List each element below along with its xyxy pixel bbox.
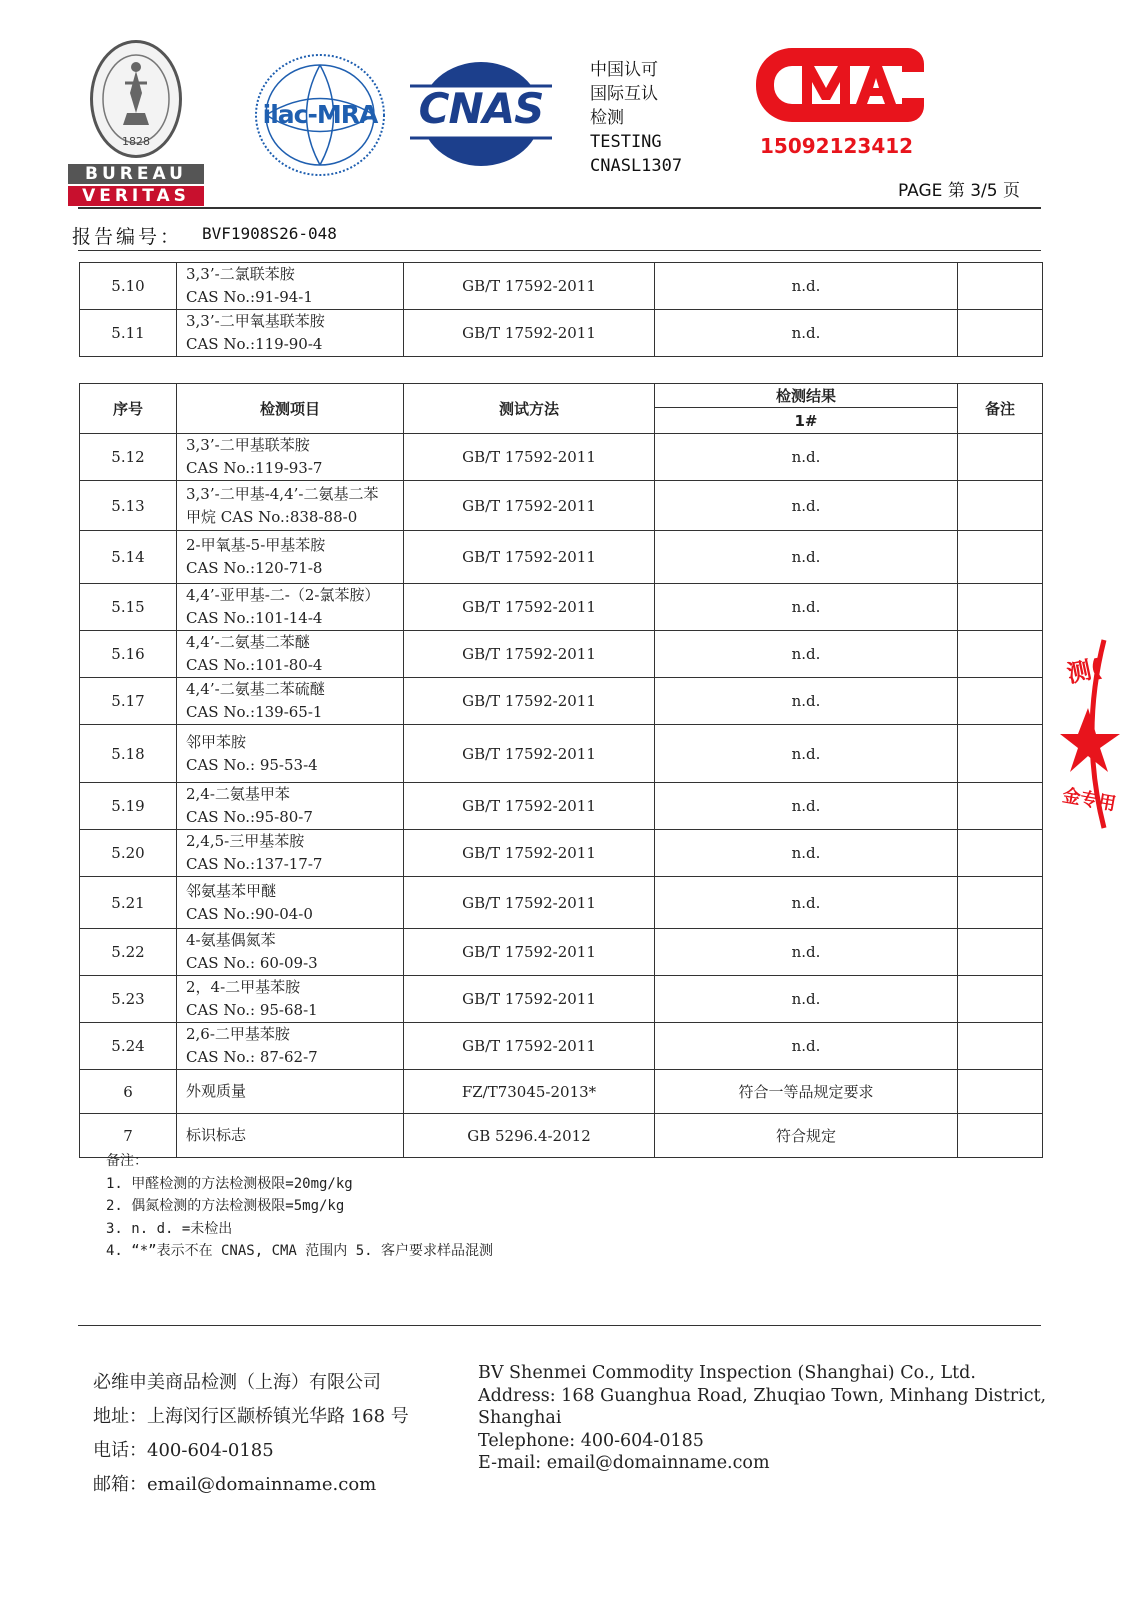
test-item: 4,4’-二氨基二苯硫醚 CAS No.:139-65-1 [177, 678, 404, 725]
row-number: 5.19 [80, 783, 177, 830]
test-item: 4,4’-二氨基二苯醚 CAS No.:101-80-4 [177, 631, 404, 678]
test-item: 3,3’-二甲基-4,4’-二氨基二苯 甲烷 CAS No.:838-88-0 [177, 481, 404, 531]
report-number-label: 报告编号： [72, 226, 183, 248]
test-method: GB/T 17592-2011 [404, 725, 655, 783]
row-number: 5.17 [80, 678, 177, 725]
test-method: GB/T 17592-2011 [404, 830, 655, 877]
test-item: 2,6-二甲基苯胺 CAS No.: 87-62-7 [177, 1023, 404, 1070]
test-item: 2,4,5-三甲基苯胺 CAS No.:137-17-7 [177, 830, 404, 877]
test-method: GB/T 17592-2011 [404, 263, 655, 310]
test-item: 3,3’-二甲基联苯胺 CAS No.:119-93-7 [177, 434, 404, 481]
row-number: 5.22 [80, 929, 177, 976]
header-remark: 备注 [958, 384, 1043, 434]
test-method: GB/T 17592-2011 [404, 531, 655, 584]
table-row [80, 1023, 1043, 1070]
test-method: GB/T 17592-2011 [404, 481, 655, 531]
row-number: 5.15 [80, 584, 177, 631]
table-row [80, 725, 1043, 783]
report-number: BVF1908S26-048 [202, 224, 337, 243]
notes-section [106, 1150, 493, 1263]
remark [958, 1114, 1043, 1158]
table-row [80, 1070, 1043, 1114]
ilac-mra-logo [253, 52, 387, 178]
table-row [80, 976, 1043, 1023]
remark [958, 678, 1043, 725]
test-item: 外观质量 [177, 1070, 404, 1114]
bv-year: 1828 [122, 135, 150, 148]
address-en-line2: Shanghai [478, 1408, 562, 1428]
cnas-text: CNAS [418, 84, 544, 133]
company-name-cn: 必维申美商品检测（上海）有限公司 [93, 1372, 381, 1393]
email-cn: 邮箱：email@domainname.com [93, 1474, 377, 1495]
remark [958, 877, 1043, 929]
ilac-mra-text: ilac-MRA [262, 100, 378, 129]
test-result: 符合一等品规定要求 [655, 1070, 958, 1114]
remark [958, 434, 1043, 481]
table-header-row [80, 384, 1043, 408]
remark [958, 725, 1043, 783]
table-row [80, 263, 1043, 310]
row-number: 5.13 [80, 481, 177, 531]
test-method: GB/T 17592-2011 [404, 678, 655, 725]
table-row [80, 310, 1043, 357]
test-item: 3,3’-二氯联苯胺 CAS No.:91-94-1 [177, 263, 404, 310]
red-seal-stamp-icon [1060, 636, 1131, 832]
test-method: GB/T 17592-2011 [404, 929, 655, 976]
caption-line: CNASL1307 [590, 156, 683, 176]
remark [958, 263, 1043, 310]
address-cn: 地址：上海闵行区颛桥镇光华路 168 号 [93, 1406, 409, 1427]
test-result: n.d. [655, 1023, 958, 1070]
test-item: 标识标志 [177, 1114, 404, 1158]
test-item: 4-氨基偶氮苯 CAS No.: 60-09-3 [177, 929, 404, 976]
test-result: n.d. [655, 830, 958, 877]
test-result: n.d. [655, 310, 958, 357]
test-result: n.d. [655, 263, 958, 310]
cnas-logo [410, 60, 552, 168]
test-method: GB/T 17592-2011 [404, 877, 655, 929]
header-item: 检测项目 [177, 384, 404, 434]
test-result: n.d. [655, 976, 958, 1023]
table-row [80, 481, 1043, 531]
remark [958, 310, 1043, 357]
row-number: 5.24 [80, 1023, 177, 1070]
test-result: n.d. [655, 481, 958, 531]
note-line: 1. 甲醛检测的方法检测极限=20mg/kg [106, 1175, 353, 1192]
test-method: GB/T 17592-2011 [404, 434, 655, 481]
page-number: PAGE 第 3/5 页 [898, 181, 1020, 201]
test-item: 邻甲苯胺 CAS No.: 95-53-4 [177, 725, 404, 783]
row-number: 5.16 [80, 631, 177, 678]
caption-line: 检测 [590, 108, 624, 128]
remark [958, 1023, 1043, 1070]
test-result: n.d. [655, 678, 958, 725]
test-result: n.d. [655, 783, 958, 830]
address-en-line1: Address: 168 Guanghua Road, Zhuqiao Town, Minhang District, [478, 1385, 1047, 1406]
results-table [79, 383, 1043, 1158]
test-method: FZ/T73045-2013* [404, 1070, 655, 1114]
table-row [80, 631, 1043, 678]
header-divider-thin [78, 250, 1041, 251]
row-number: 5.18 [80, 725, 177, 783]
results-table-continued [79, 262, 1043, 357]
cma-logo-icon [752, 42, 928, 128]
test-method: GB/T 17592-2011 [404, 631, 655, 678]
test-method: GB/T 17592-2011 [404, 976, 655, 1023]
email-en: E-mail: email@domainname.com [478, 1453, 770, 1473]
footer-chinese [93, 1366, 409, 1502]
table-row [80, 877, 1043, 929]
test-item: 4,4’-亚甲基-二-（2-氯苯胺） CAS No.:101-14-4 [177, 584, 404, 631]
note-line: 4. “*”表示不在 CNAS, CMA 范围内 5. 客户要求样品混测 [106, 1243, 494, 1259]
table-row [80, 929, 1043, 976]
caption-line: TESTING [590, 132, 662, 152]
note-line: 3. n. d. =未检出 [106, 1220, 233, 1237]
header-no: 序号 [80, 384, 177, 434]
table-row [80, 434, 1043, 481]
remark [958, 481, 1043, 531]
row-number: 7 [80, 1114, 177, 1158]
row-number: 5.21 [80, 877, 177, 929]
table-row [80, 678, 1043, 725]
row-number: 5.12 [80, 434, 177, 481]
test-method: GB/T 17592-2011 [404, 783, 655, 830]
test-result: n.d. [655, 725, 958, 783]
svg-text:金专用: 金专用 [1060, 785, 1118, 816]
table-row [80, 584, 1043, 631]
test-result: n.d. [655, 877, 958, 929]
test-method: GB/T 17592-2011 [404, 584, 655, 631]
header-sample-id: 1# [655, 408, 958, 434]
row-number: 5.20 [80, 830, 177, 877]
notes-heading: 备注： [106, 1153, 148, 1169]
phone-cn: 电话：400-604-0185 [93, 1440, 274, 1461]
svg-text:测(: 测( [1064, 653, 1105, 689]
test-item: 邻氨基苯甲醚 CAS No.:90-04-0 [177, 877, 404, 929]
row-number: 5.10 [80, 263, 177, 310]
table-row [80, 783, 1043, 830]
test-item: 2，4-二甲基苯胺 CAS No.: 95-68-1 [177, 976, 404, 1023]
test-result: n.d. [655, 434, 958, 481]
row-number: 5.11 [80, 310, 177, 357]
test-result: n.d. [655, 531, 958, 584]
test-item: 2,4-二氨基甲苯 CAS No.:95-80-7 [177, 783, 404, 830]
remark [958, 584, 1043, 631]
table-row [80, 830, 1043, 877]
remark [958, 531, 1043, 584]
row-number: 5.23 [80, 976, 177, 1023]
caption-line: 国际互认 [590, 84, 658, 104]
bv-word-veritas: VERITAS [68, 186, 204, 206]
remark [958, 783, 1043, 830]
remark [958, 1070, 1043, 1114]
header-divider [78, 207, 1041, 209]
test-method: GB/T 17592-2011 [404, 310, 655, 357]
test-result: 符合规定 [655, 1114, 958, 1158]
note-line: 2. 偶氮检测的方法检测极限=5mg/kg [106, 1198, 345, 1214]
remark [958, 929, 1043, 976]
remark [958, 976, 1043, 1023]
test-item: 2-甲氧基-5-甲基苯胺 CAS No.:120-71-8 [177, 531, 404, 584]
row-number: 5.14 [80, 531, 177, 584]
bv-word-bureau: BUREAU [68, 164, 204, 184]
footer-english [478, 1362, 1047, 1475]
header-method: 测试方法 [404, 384, 655, 434]
cnas-accreditation-caption [590, 58, 682, 178]
phone-en: Telephone: 400-604-0185 [478, 1430, 704, 1451]
header-result: 检测结果 [655, 384, 958, 408]
table-row [80, 531, 1043, 584]
footer-divider [78, 1325, 1041, 1326]
bv-seal-icon [90, 40, 182, 158]
test-method: GB/T 17592-2011 [404, 1023, 655, 1070]
test-method: GB 5296.4-2012 [404, 1114, 655, 1158]
company-name-en: BV Shenmei Commodity Inspection (Shanghai) Co., Ltd. [478, 1363, 976, 1383]
caption-line: 中国认可 [590, 60, 658, 80]
remark [958, 830, 1043, 877]
test-result: n.d. [655, 929, 958, 976]
test-item: 3,3’-二甲氧基联苯胺 CAS No.:119-90-4 [177, 310, 404, 357]
cma-phone-number: 15092123412 [760, 134, 914, 158]
row-number: 6 [80, 1070, 177, 1114]
test-result: n.d. [655, 584, 958, 631]
remark [958, 631, 1043, 678]
bureau-veritas-logo [68, 40, 204, 208]
test-result: n.d. [655, 631, 958, 678]
